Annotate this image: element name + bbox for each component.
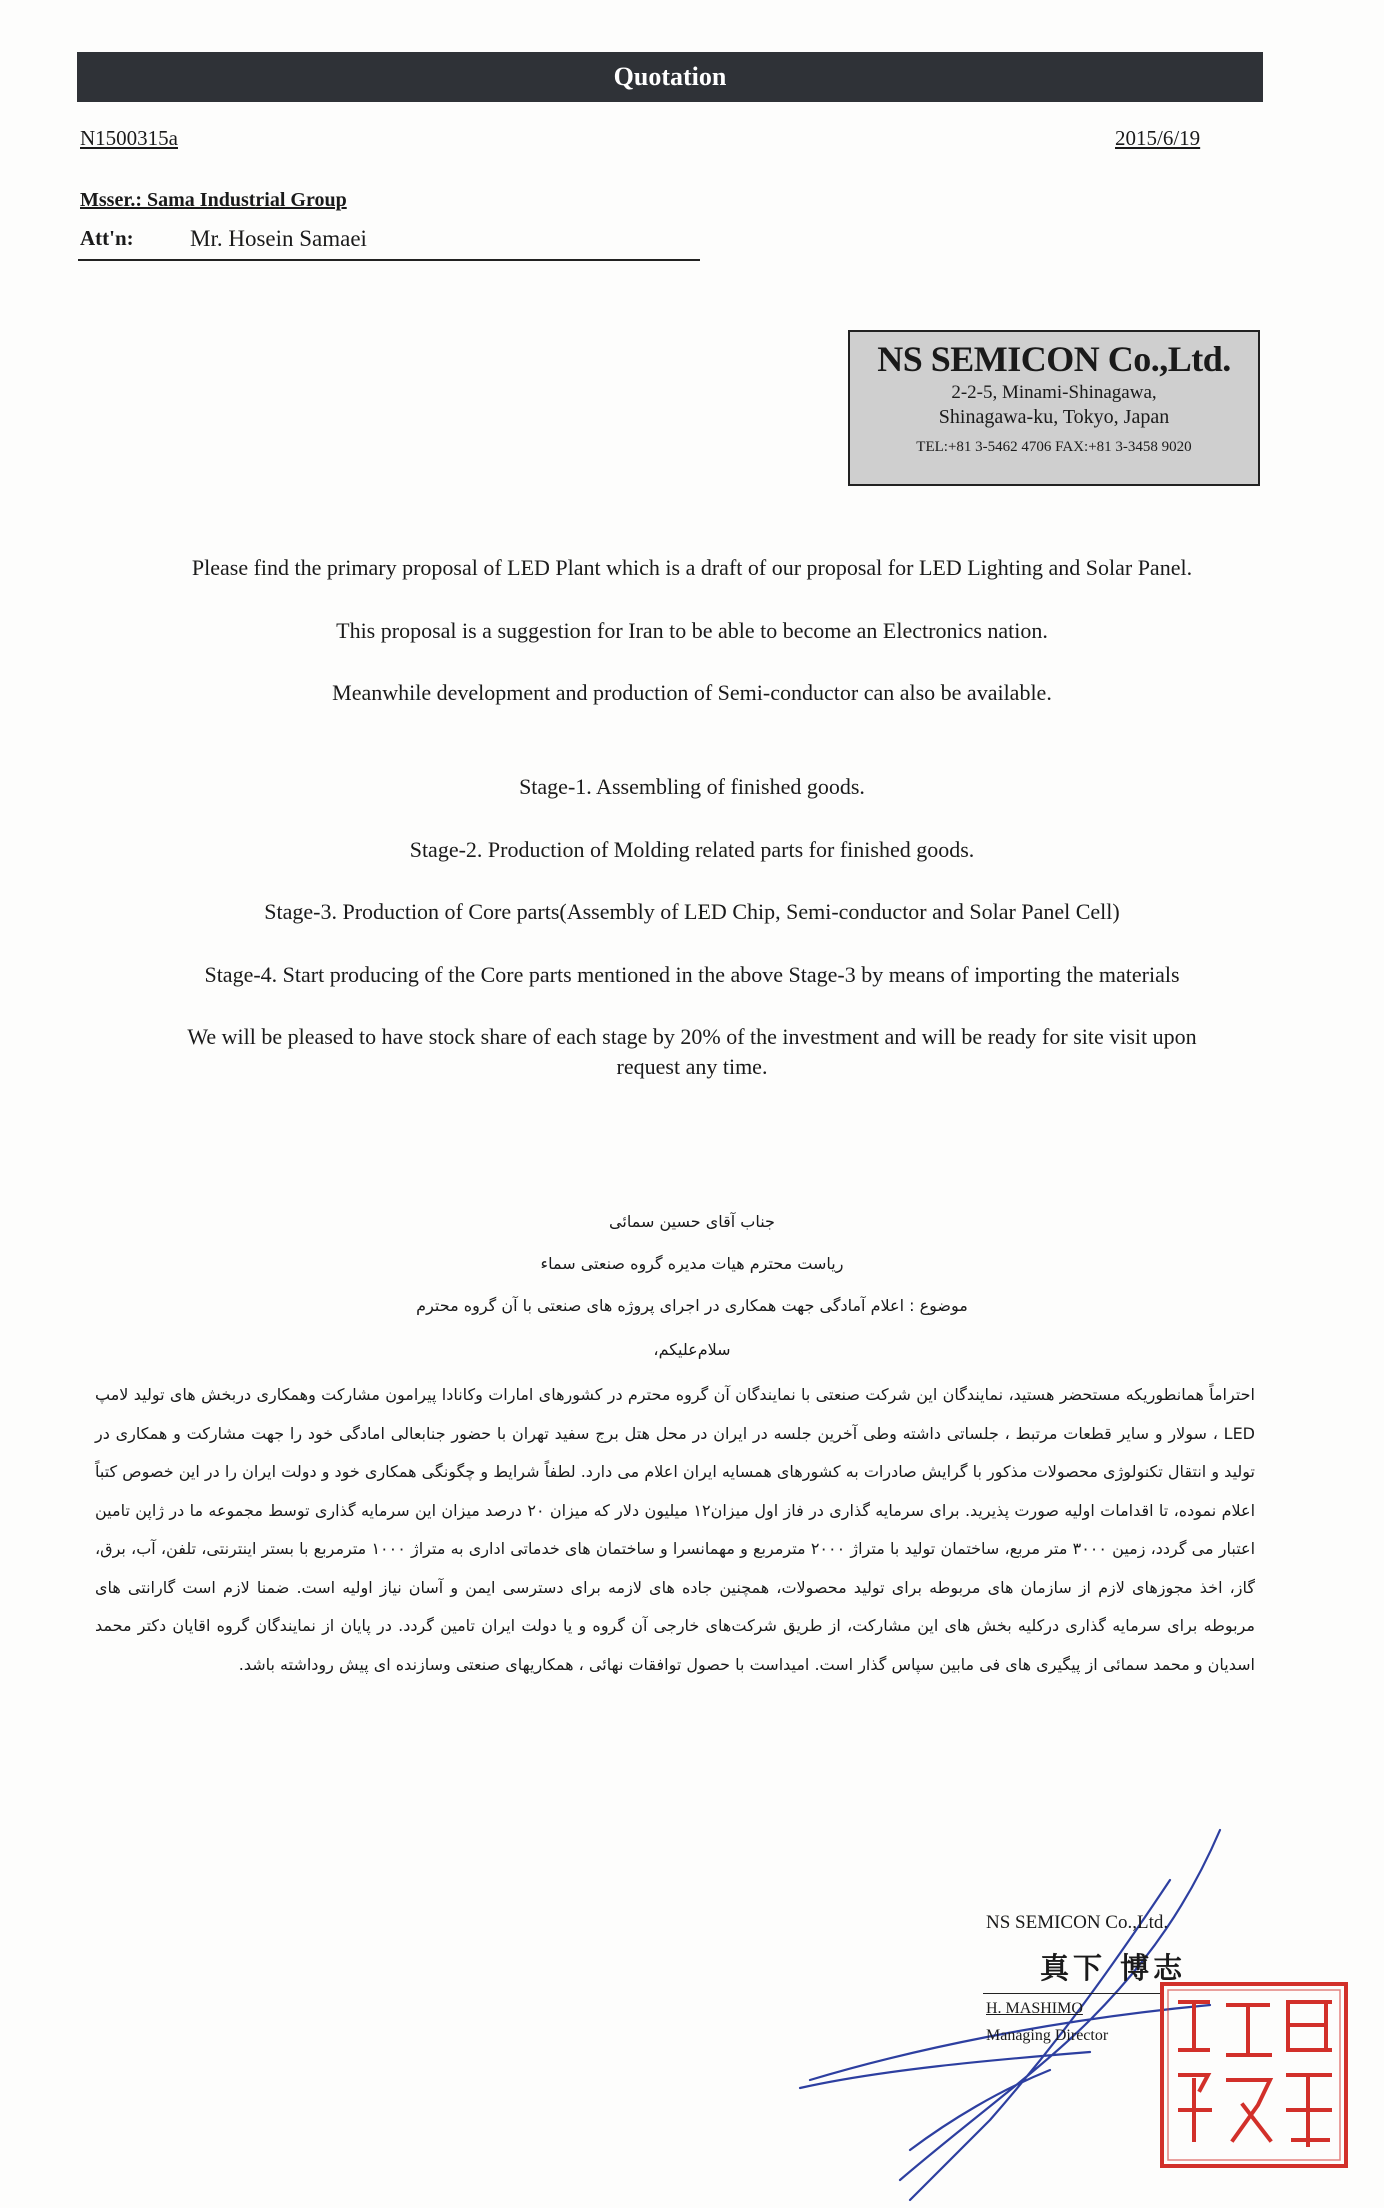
intro-paragraph-1: Please find the primary proposal of LED Plant which is a draft of our proposal for LED Lighting and Solar Panel. (191, 555, 1193, 580)
signature-title: Managing Director (986, 2027, 1109, 2044)
company-address-line1: 2-2-5, Minami-Shinagawa, (951, 382, 1157, 403)
stage-4: Stage-4. Start producing of the Core parts mentioned in the above Stage-3 by means of importing the materials (204, 962, 1180, 987)
signature-japanese-name: 真下 博志 (1040, 1951, 1187, 1985)
attention-name: Mr. Hosein Samaei (190, 226, 367, 251)
company-address-box (848, 330, 1260, 486)
closing-line-1: We will be pleased to have stock share of each stage by 20% of the investment and will be ready for site visit upon (187, 1024, 1197, 1049)
attention-label: Att'n: (80, 226, 134, 250)
fa-salutation-title: ریاست محترم هیات مدیره گروه صنعتی سماء (540, 1254, 844, 1273)
fa-greeting: سلام‌علیکم، (653, 1340, 731, 1359)
document-date: 2015/6/19 (1115, 126, 1201, 150)
intro-paragraph-2: This proposal is a suggestion for Iran to be able to become an Electronics nation. (336, 618, 1048, 643)
reference-number: N1500315a (80, 126, 178, 150)
company-seal-icon (1158, 1980, 1350, 2170)
fa-body-paragraph: احتراماً همانطوریکه مستحضر هستید، نمایندگان این شرکت صنعتی با نمایندگان آن گروه محترم در کشورهای امارات وکانادا پیرامون مشارکت وهمکاری دربخش های تولید لامپ LED ، سولار و سایر قطعات مرتبط ، جلساتی داشته وطی آخرین جلسه در ایران در محل هتل برج سفید تهران با حضور جنابعالی امادگی خود را جهت مشارکت و همکاری در تولید و انتقال تکنولوژی محصولات مذکور با گرایش صادرات به کشورهای همسایه ایران اعلام می دارد. لطفاً شرایط و چگونگی همکاری خود و دولت ایران را در این خصوص کتباً اعلام نموده، تا اقدامات اولیه صورت پذیرید. برای سرمایه گذاری در فاز اول میزان۱۲ میلیون دلار که میزان ۲۰ درصد میزان این سرمایه گذاری توسط مجموعه ما در ژاپن تامین اعتبار می گردد، زمین ۳۰۰۰ متر مربع، ساختمان تولید با متراژ ۲۰۰۰ مترمربع و مهمانسرا و ساختمان های خدماتی اداری به متراژ ۱۰۰۰ مترمربع با بستر اینترنتی، تلفن، آب، برق، گاز، اخذ مجوزهای لازم از سازمان های مربوطه برای تولید محصولات، همچنین جاده های لازمه برای دسترسی ایمن و آسان نیاز اولیه است. ضمنا لازم است گارانتی های مربوطه برای سرمایه گذاری درکلیه بخش های این مشارکت، از طریق شرکت‌های خارجی آن گروه و یا دولت ایران تامین گردد. در پایان از نمایندگان گروه اقایان دکتر محمد اسدیان و محمد سمائی از پیگیری های فی مابین سپاس گذار است. امیداست با حصول توافقات نهائی ، همکاریهای صنعتی وسازنده ای پیش روداشته باشد. (95, 1385, 1256, 1674)
closing-line-2: request any time. (616, 1054, 768, 1079)
stage-3: Stage-3. Production of Core parts(Assembly of LED Chip, Semi-conductor and Solar Panel Cell) (264, 899, 1120, 924)
recipient-company: Msser.: Sama Industrial Group (80, 189, 347, 211)
signature-name: H. MASHIMO (986, 2000, 1083, 2017)
company-address-line2: Shinagawa-ku, Tokyo, Japan (938, 406, 1170, 428)
signature-company: NS SEMICON Co.,Ltd. (986, 1912, 1169, 1933)
fa-subject: موضوع : اعلام آمادگی جهت همکاری در اجرای پروژه های صنعتی با آن گروه محترم (416, 1296, 968, 1315)
signature-line (983, 1993, 1163, 1994)
stage-2: Stage-2. Production of Molding related parts for finished goods. (409, 837, 975, 862)
document-title: Quotation (613, 62, 727, 91)
attention-underline (78, 259, 700, 261)
title-bar (77, 52, 1263, 102)
intro-paragraph-3: Meanwhile development and production of Semi-conductor can also be available. (332, 680, 1052, 705)
company-tel-fax: TEL:+81 3-5462 4706 FAX:+81 3-3458 9020 (916, 439, 1192, 455)
company-name: NS SEMICON Co.,Ltd. (877, 339, 1231, 379)
fa-salutation-name: جناب آقای حسین سمائی (609, 1212, 775, 1231)
stage-1: Stage-1. Assembling of finished goods. (519, 774, 865, 799)
